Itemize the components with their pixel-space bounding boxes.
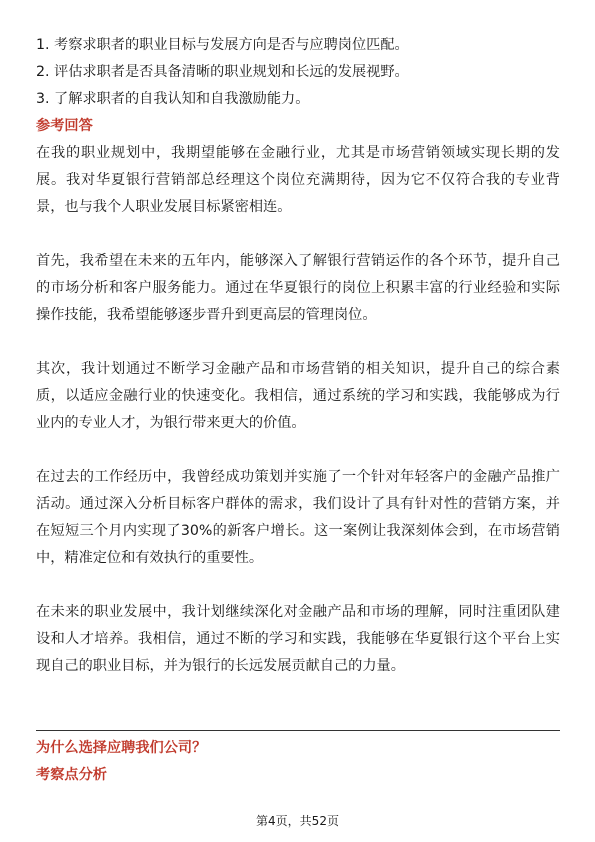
reference-answer-heading: 参考回答	[36, 118, 93, 134]
list-item: 1. 考察求职者的职业目标与发展方向是否与应聘岗位匹配。	[36, 37, 409, 53]
analysis-heading: 考察点分析	[36, 767, 107, 783]
answer-paragraph: 其次，我计划通过不断学习金融产品和市场营销的相关知识，提升自己的综合素质，以适应金融行业的快速变化。我相信，通过系统的学习和实践，我能够成为行业内的专业人才，为银行带来更大的价值。	[36, 361, 560, 431]
section-divider	[36, 730, 560, 731]
assessment-points-list	[36, 32, 560, 113]
next-question-heading: 为什么选择应聘我们公司？	[36, 740, 207, 756]
reference-answer-body	[36, 140, 560, 680]
list-item: 3. 了解求职者的自我认知和自我激励能力。	[36, 91, 310, 107]
answer-paragraph: 在过去的工作经历中，我曾经成功策划并实施了一个针对年轻客户的金融产品推广活动。通过深入分析目标客户群体的需求，我们设计了具有针对性的营销方案，并在短短三个月内实现了30%的新客户增长。这一案例让我深刻体会到，在市场营销中，精准定位和有效执行的重要性。	[36, 469, 560, 566]
answer-paragraph: 首先，我希望在未来的五年内，能够深入了解银行营销运作的各个环节，提升自己的市场分析和客户服务能力。通过在华夏银行的岗位上积累丰富的行业经验和实际操作技能，我希望能够逐步晋升到更高层的管理岗位。	[36, 253, 560, 323]
answer-paragraph: 在未来的职业发展中，我计划继续深化对金融产品和市场的理解，同时注重团队建设和人才培养。我相信，通过不断的学习和实践，我能够在华夏银行这个平台上实现自己的职业目标，并为银行的长远发展贡献自己的力量。	[36, 604, 560, 674]
page-content	[36, 32, 560, 680]
answer-paragraph: 在我的职业规划中，我期望能够在金融行业，尤其是市场营销领域实现长期的发展。我对华夏银行营销部总经理这个岗位充满期待，因为它不仅符合我的专业背景，也与我个人职业发展目标紧密相连。	[36, 145, 560, 215]
page-footer: 第4页，共52页	[256, 814, 339, 828]
list-item: 2. 评估求职者是否具备清晰的职业规划和长远的发展视野。	[36, 64, 409, 80]
